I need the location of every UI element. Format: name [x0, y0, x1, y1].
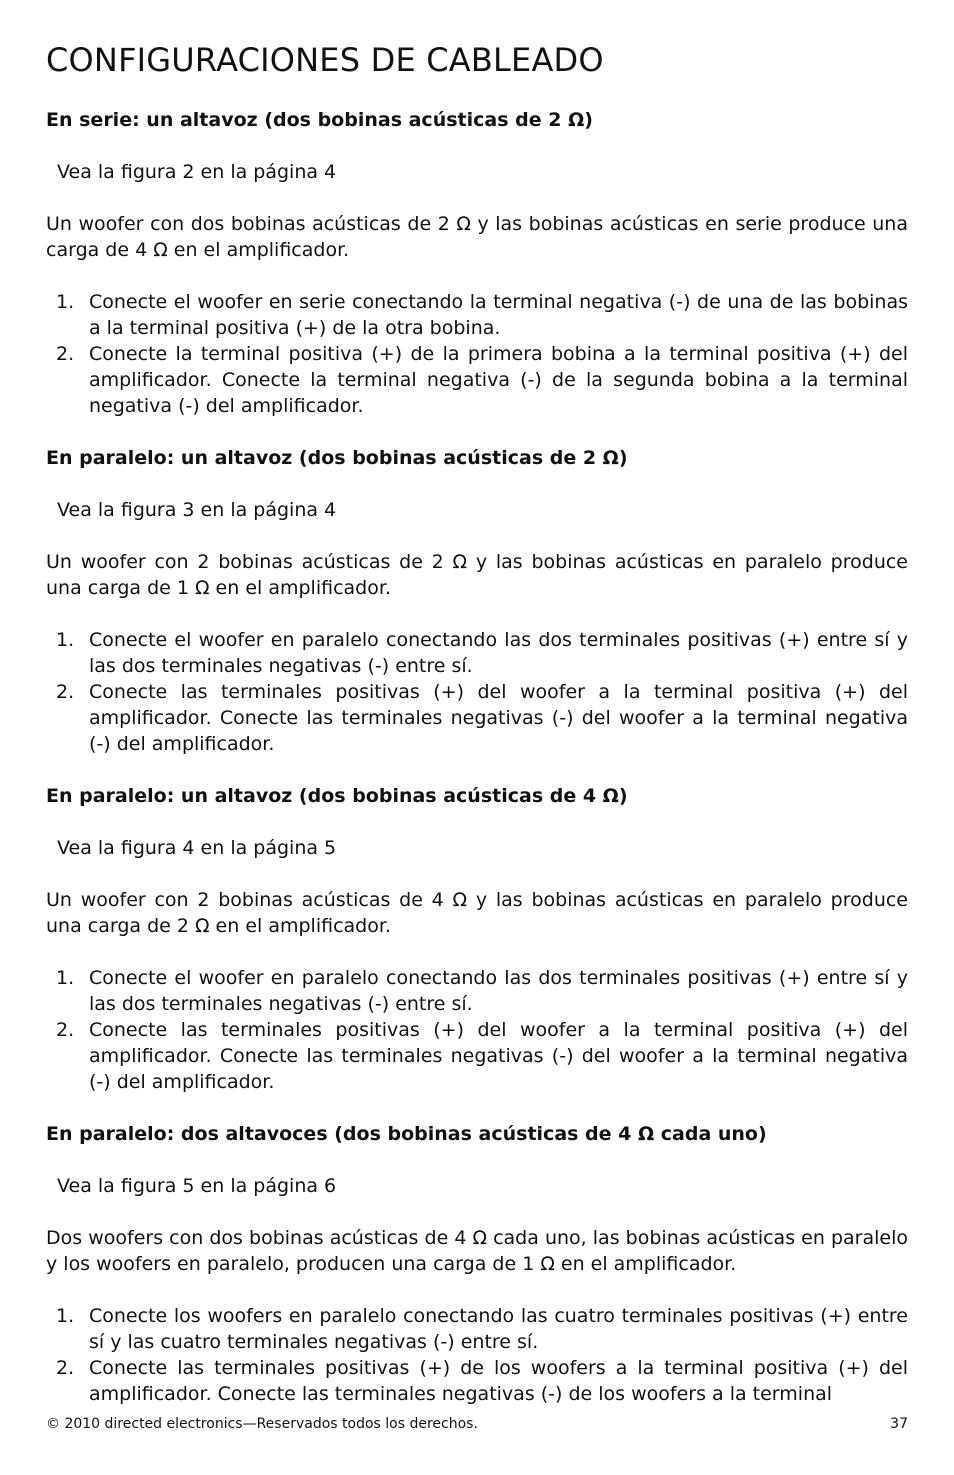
list-item	[46, 341, 908, 419]
step-text: Conecte las terminales positivas (+) del woofer a la terminal positiva (+) del amplificador. Conecte las terminales negativas (-) del woofer a la terminal negativa (-) del amplificador.	[89, 681, 908, 755]
section-description: Dos woofers con dos bobinas acústicas de 4 Ω cada uno, las bobinas acústicas en paralelo y los woofers en paralelo, producen una carga de 1 Ω en el amplificador.	[46, 1227, 908, 1275]
step-number: 2.	[56, 1357, 75, 1379]
list-item	[46, 627, 908, 679]
figure-reference: Vea la figura 2 en la página 4	[57, 161, 337, 183]
document-page	[46, 0, 908, 1475]
copyright-notice: © 2010 directed electronics—Reservados todos los derechos.	[46, 1416, 478, 1432]
step-text: Conecte el woofer en paralelo conectando las dos terminales positivas (+) entre sí y las dos terminales negativas (-) entre sí.	[89, 629, 908, 677]
section-heading: En paralelo: un altavoz (dos bobinas acústicas de 2 Ω)	[46, 447, 628, 469]
page-title: CONFIGURACIONES DE CABLEADO	[46, 41, 604, 79]
list-item	[46, 965, 908, 1017]
step-number: 2.	[56, 681, 75, 703]
step-text: Conecte la terminal positiva (+) de la primera bobina a la terminal positiva (+) del amplificador. Conecte la terminal negativa (-) de la segunda bobina a la terminal negativa (-) del amplificador.	[89, 343, 908, 417]
step-text: Conecte el woofer en paralelo conectando las dos terminales positivas (+) entre sí y las dos terminales negativas (-) entre sí.	[89, 967, 908, 1015]
step-text: Conecte las terminales positivas (+) de los woofers a la terminal positiva (+) del amplificador. Conecte las terminales negativas (-) de los woofers a la terminal	[89, 1357, 908, 1405]
list-item	[46, 1017, 908, 1095]
step-number: 1.	[56, 967, 75, 989]
step-text: Conecte el woofer en serie conectando la terminal negativa (-) de una de las bobinas a la terminal positiva (+) de la otra bobina.	[89, 291, 908, 339]
section-parallel-one-speaker-4ohm	[46, 783, 908, 1095]
list-item	[46, 289, 908, 341]
step-number: 1.	[56, 291, 75, 313]
section-description: Un woofer con 2 bobinas acústicas de 4 Ω y las bobinas acústicas en paralelo produce una carga de 2 Ω en el amplificador.	[46, 889, 908, 937]
figure-reference: Vea la figura 3 en la página 4	[57, 499, 337, 521]
step-number: 2.	[56, 343, 75, 365]
page-number: 37	[890, 1416, 908, 1432]
step-list	[46, 627, 908, 757]
step-list	[46, 1303, 908, 1407]
step-text: Conecte los woofers en paralelo conectando las cuatro terminales positivas (+) entre sí y las cuatro terminales negativas (-) entre sí.	[89, 1305, 908, 1353]
section-heading: En paralelo: un altavoz (dos bobinas acústicas de 4 Ω)	[46, 785, 628, 807]
section-description: Un woofer con 2 bobinas acústicas de 2 Ω y las bobinas acústicas en paralelo produce una carga de 1 Ω en el amplificador.	[46, 551, 908, 599]
list-item	[46, 1303, 908, 1355]
step-list	[46, 965, 908, 1095]
figure-reference: Vea la figura 4 en la página 5	[57, 837, 337, 859]
step-number: 2.	[56, 1019, 75, 1041]
step-number: 1.	[56, 629, 75, 651]
section-series-one-speaker-2ohm	[46, 107, 908, 419]
step-number: 1.	[56, 1305, 75, 1327]
step-list	[46, 289, 908, 419]
section-heading: En paralelo: dos altavoces (dos bobinas acústicas de 4 Ω cada uno)	[46, 1123, 767, 1145]
section-parallel-one-speaker-2ohm	[46, 445, 908, 757]
section-heading: En serie: un altavoz (dos bobinas acústicas de 2 Ω)	[46, 109, 593, 131]
page-footer	[46, 1414, 908, 1434]
step-text: Conecte las terminales positivas (+) del woofer a la terminal positiva (+) del amplificador. Conecte las terminales negativas (-) del woofer a la terminal negativa (-) del amplificador.	[89, 1019, 908, 1093]
list-item	[46, 1355, 908, 1407]
figure-reference: Vea la figura 5 en la página 6	[57, 1175, 337, 1197]
section-parallel-two-speakers-4ohm	[46, 1121, 908, 1407]
document-content	[46, 107, 908, 1433]
section-description: Un woofer con dos bobinas acústicas de 2 Ω y las bobinas acústicas en serie produce una carga de 4 Ω en el amplificador.	[46, 213, 908, 261]
list-item	[46, 679, 908, 757]
